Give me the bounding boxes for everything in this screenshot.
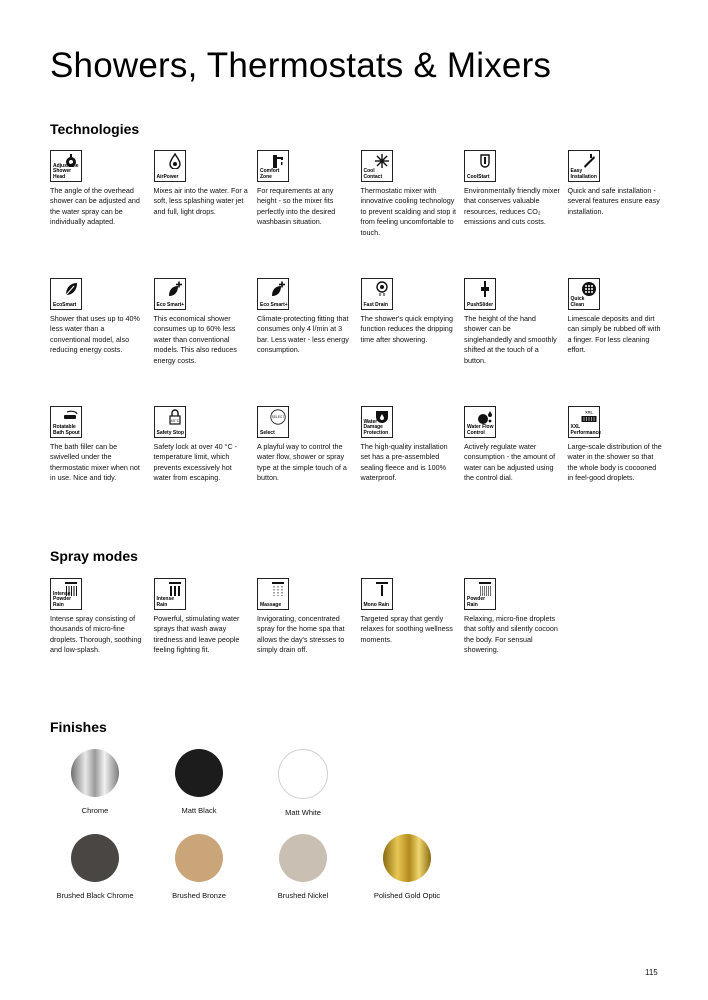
feature-description: Climate-protecting fitting that consumes only 4 l/min at 3 bar. Less water - less energy consumption. bbox=[257, 314, 349, 355]
feature-badge bbox=[50, 578, 82, 610]
feature-label: Intense Rain bbox=[156, 596, 175, 608]
feature-badge bbox=[361, 406, 393, 438]
feature-card bbox=[464, 578, 560, 656]
feature-badge bbox=[154, 150, 186, 182]
mono-rain-icon bbox=[374, 581, 390, 597]
rotatable-spout-icon bbox=[63, 409, 79, 425]
feature-badge bbox=[568, 278, 600, 310]
feature-label: Massage bbox=[260, 601, 282, 608]
feature-label: Mono Rain bbox=[363, 601, 390, 608]
feature-label: Eco Smart+ bbox=[260, 301, 288, 308]
feature-badge bbox=[568, 150, 600, 182]
feature-card bbox=[464, 406, 560, 484]
finish-label: Brushed Black Chrome bbox=[56, 891, 134, 900]
svg-text:40°C: 40°C bbox=[170, 418, 179, 423]
push-slider-icon bbox=[477, 281, 493, 297]
intense-rain-icon bbox=[167, 581, 183, 597]
feature-label: CoolStart bbox=[467, 173, 490, 180]
page-number: 115 bbox=[645, 968, 658, 977]
quick-clean-icon bbox=[581, 281, 597, 297]
xxl-performance-icon bbox=[581, 409, 597, 425]
feature-description: Shower that uses up to 40% less water than a conventional model, also reducing energy costs. bbox=[50, 314, 140, 355]
feature-badge bbox=[257, 406, 289, 438]
feature-badge bbox=[257, 278, 289, 310]
feature-card bbox=[361, 406, 457, 484]
feature-label: Safety Stop bbox=[156, 429, 185, 436]
feature-badge bbox=[257, 150, 289, 182]
feature-description: The angle of the overhead shower can be adjusted and the water spray can be individually adapted. bbox=[50, 186, 140, 227]
feature-description: Targeted spray that gently relaxes for soothing wellness moments. bbox=[360, 614, 453, 644]
svg-text:SELECT: SELECT bbox=[271, 415, 285, 420]
feature-card bbox=[464, 278, 560, 366]
finish-swatch bbox=[175, 749, 223, 797]
svg-text:XXL: XXL bbox=[584, 409, 593, 415]
water-flow-control-icon bbox=[477, 409, 493, 425]
feature-description: The bath filler can be swivelled under the thermostatic mixer when not in use. Nice and tidy. bbox=[50, 442, 140, 483]
feature-card bbox=[568, 150, 664, 217]
feature-description: A playful way to control the water flow, shower or spray type at the simple touch of a button. bbox=[257, 442, 347, 483]
feature-badge bbox=[361, 150, 393, 182]
feature-description: Relaxing, micro-fine droplets that softly and silently cocoon the body. For sensual showering. bbox=[464, 614, 558, 655]
easy-installation-icon bbox=[581, 153, 597, 169]
air-drop-icon bbox=[167, 153, 183, 169]
finish-option bbox=[248, 749, 358, 817]
feature-label: Fast Drain bbox=[363, 301, 388, 308]
feature-card bbox=[568, 406, 664, 484]
feature-label: Easy Installation bbox=[570, 168, 597, 180]
feature-description: For requirements at any height - so the mixer fits perfectly into the desired washbasin situation. bbox=[257, 186, 336, 227]
feature-card bbox=[257, 578, 353, 656]
finish-swatch bbox=[278, 749, 328, 799]
feature-card bbox=[154, 578, 250, 656]
feature-description: This economical shower consumes up to 60% less water than conventional models. This also reduces energy costs. bbox=[153, 314, 237, 365]
feature-badge bbox=[50, 406, 82, 438]
finishes-heading: Finishes bbox=[50, 719, 107, 735]
feature-card bbox=[50, 278, 146, 356]
finish-label: Brushed Nickel bbox=[277, 891, 329, 900]
leaf-icon bbox=[63, 281, 79, 297]
coolstart-icon bbox=[477, 153, 493, 169]
feature-label: AirPower bbox=[156, 173, 179, 180]
finish-label: Chrome bbox=[81, 806, 109, 815]
feature-label: Water Flow Control bbox=[467, 424, 494, 436]
feature-label: PushSlider bbox=[467, 301, 494, 308]
feature-label: Intense Powder Rain bbox=[53, 590, 72, 608]
feature-description: Mixes air into the water. For a soft, less splashing water jet and full, light drops. bbox=[153, 186, 248, 216]
feature-card bbox=[50, 578, 146, 656]
feature-badge bbox=[154, 578, 186, 610]
feature-label: Rotatable Bath Spout bbox=[53, 424, 80, 436]
page-title: Showers, Thermostats & Mixers bbox=[50, 46, 552, 85]
feature-card bbox=[361, 578, 457, 645]
feature-description: Thermostatic mixer with innovative cooling technology to prevent scalding and stop it from feeling uncomfortable to touch. bbox=[360, 186, 456, 237]
feature-label: XXL Performance bbox=[570, 424, 602, 436]
finish-option bbox=[144, 834, 254, 900]
powder-rain-icon bbox=[477, 581, 493, 597]
feature-badge bbox=[154, 406, 186, 438]
feature-description: The shower's quick emptying function reduces the dripping time after showering. bbox=[360, 314, 453, 344]
finish-swatch bbox=[279, 834, 327, 882]
feature-label: Cool Contact bbox=[363, 168, 383, 180]
feature-card bbox=[50, 406, 146, 484]
feature-description: Actively regulate water consumption - the amount of water can be adjusted using the control dial. bbox=[464, 442, 556, 483]
feature-description: Environmentally friendly mixer that conserves valuable resources, reduces CO₂ emissions and cuts costs. bbox=[464, 186, 560, 227]
feature-badge bbox=[464, 278, 496, 310]
safety-lock-icon bbox=[167, 409, 183, 425]
feature-card bbox=[361, 278, 457, 345]
finish-swatch bbox=[175, 834, 223, 882]
feature-badge bbox=[50, 278, 82, 310]
finish-label: Matt White bbox=[285, 808, 321, 817]
feature-badge bbox=[257, 578, 289, 610]
feature-label: Select bbox=[260, 429, 275, 436]
finish-label: Polished Gold Optic bbox=[373, 891, 441, 900]
feature-card bbox=[154, 278, 250, 366]
feature-description: Large-scale distribution of the water in the shower so that the whole body is cocooned in feel-good droplets. bbox=[567, 442, 662, 483]
feature-card bbox=[568, 278, 664, 356]
faucet-icon bbox=[270, 153, 286, 169]
feature-label: Quick Clean bbox=[570, 296, 585, 308]
finish-option bbox=[144, 749, 254, 815]
feature-label: Eco Smart+ bbox=[156, 301, 185, 308]
finish-swatch bbox=[383, 834, 431, 882]
feature-badge bbox=[361, 578, 393, 610]
fast-drain-icon bbox=[374, 281, 390, 297]
leaf-plus-icon bbox=[167, 281, 183, 297]
feature-card bbox=[154, 150, 250, 217]
technologies-heading: Technologies bbox=[50, 121, 140, 137]
feature-description: The high-quality installation set has a pre-assembled sealing fleece and is 100% waterproof. bbox=[360, 442, 448, 483]
feature-card bbox=[154, 406, 250, 484]
feature-card bbox=[257, 406, 353, 484]
feature-description: Intense spray consisting of thousands of micro-fine droplets. Thorough, soothing and low-splash. bbox=[50, 614, 142, 655]
feature-badge bbox=[464, 150, 496, 182]
feature-label: Comfort Zone bbox=[260, 168, 280, 180]
feature-badge bbox=[154, 278, 186, 310]
feature-badge bbox=[464, 406, 496, 438]
finish-option bbox=[352, 834, 462, 900]
feature-label: Powder Rain bbox=[467, 596, 486, 608]
snowflake-hand-icon bbox=[374, 153, 390, 169]
finish-label: Matt Black bbox=[181, 806, 217, 815]
feature-label: Adjustable Shower Head bbox=[53, 162, 79, 180]
leaf-plus-icon bbox=[270, 281, 286, 297]
feature-description: Limescale deposits and dirt can simply be rubbed off with a finger. For less cleaning effort. bbox=[567, 314, 661, 355]
finish-swatch bbox=[71, 749, 119, 797]
finish-option bbox=[40, 749, 150, 815]
feature-badge bbox=[568, 406, 600, 438]
feature-label: EcoSmart bbox=[53, 301, 77, 308]
feature-card bbox=[257, 150, 353, 228]
spray-modes-heading: Spray modes bbox=[50, 548, 138, 564]
feature-card bbox=[257, 278, 353, 356]
finish-option bbox=[40, 834, 150, 900]
finish-label: Brushed Bronze bbox=[172, 891, 226, 900]
feature-card bbox=[464, 150, 560, 228]
feature-description: Safety lock at over 40 °C - temperature limit, which prevents excessively hot water from escaping. bbox=[153, 442, 238, 483]
massage-spray-icon bbox=[270, 581, 286, 597]
feature-description: Quick and safe installation - several features ensure easy installation. bbox=[567, 186, 660, 216]
feature-card bbox=[361, 150, 457, 238]
feature-badge bbox=[464, 578, 496, 610]
feature-description: Powerful, stimulating water sprays that wash away tiredness and leave people feeling fighting fit. bbox=[153, 614, 240, 655]
feature-description: The height of the hand shower can be singlehandedly and smoothly shifted at the touch of a button. bbox=[464, 314, 557, 365]
finish-option bbox=[248, 834, 358, 900]
feature-description: Invigorating, concentrated spray for the home spa that allows the day's stresses to simply drain off. bbox=[257, 614, 345, 655]
feature-label: Water Damage Protection bbox=[363, 418, 389, 436]
finish-swatch bbox=[71, 834, 119, 882]
feature-badge bbox=[361, 278, 393, 310]
select-button-icon bbox=[270, 409, 286, 425]
feature-badge bbox=[50, 150, 82, 182]
feature-card bbox=[50, 150, 146, 228]
